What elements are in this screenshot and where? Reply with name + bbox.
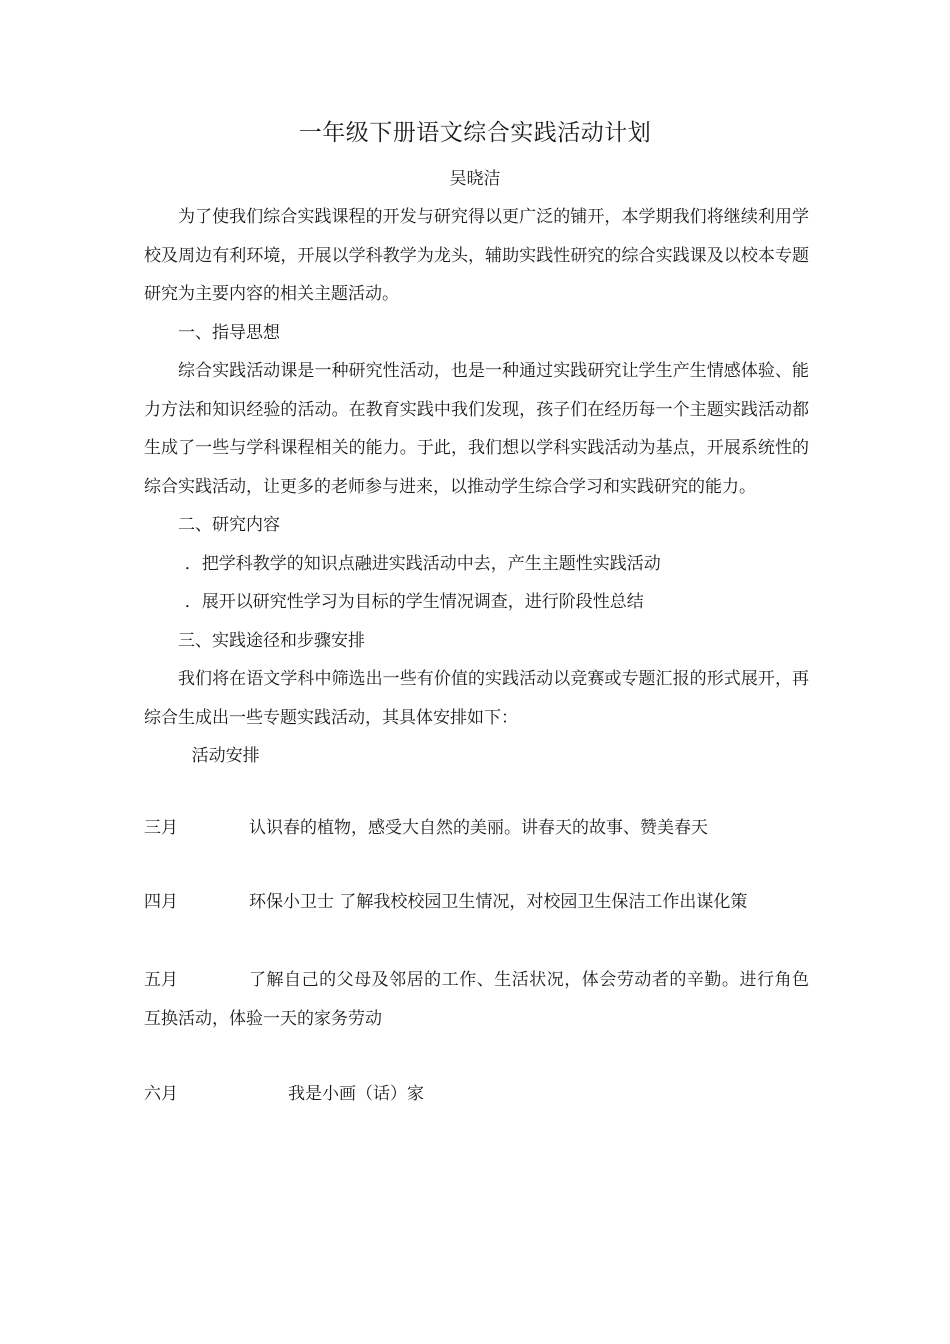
schedule-text: 我是小画（话）家 xyxy=(288,1084,424,1104)
schedule-text: 了解自己的父母及邻居的工作、生活状况，体会劳动者的辛勤。进行角色互换活动，体验一天的家务劳动 xyxy=(144,970,809,1029)
section-2-item-2: ．展开以研究性学习为目标的学生情况调查，进行阶段性总结 xyxy=(184,592,644,612)
schedule-heading: 活动安排 xyxy=(191,746,260,766)
section-3-paragraph: 我们将在语文学科中筛选出一些有价值的实践活动以竞赛或专题汇报的形式展开，再综合生成出一些专题实践活动，其具体安排如下： xyxy=(144,669,809,728)
document-title: 一年级下册语文综合实践活动计划 xyxy=(298,120,652,146)
section-2-item-1: ．把学科教学的知识点融进实践活动中去，产生主题性实践活动 xyxy=(184,553,661,574)
intro-paragraph: 为了使我们综合实践课程的开发与研究得以更广泛的铺开，本学期我们将继续利用学校及周边有利环境，开展以学科教学为龙头，辅助实践性研究的综合实践课及以校本专题研究为主要内容的相关主题活动。 xyxy=(144,207,809,304)
schedule-row-may xyxy=(144,961,809,1038)
author-name: 吴晓洁 xyxy=(449,169,501,189)
section-3-heading: 三、实践途径和步骤安排 xyxy=(178,630,365,651)
schedule-text: 认识春的植物，感受大自然的美丽。讲春天的故事、赞美春天 xyxy=(249,818,708,838)
schedule-row-june xyxy=(144,1075,809,1114)
schedule-row-april xyxy=(144,883,809,922)
document-body xyxy=(144,198,809,776)
schedule-text: 环保小卫士 了解我校校园卫生情况，对校园卫生保洁工作出谋化策 xyxy=(249,892,748,912)
schedule-month: 三月 xyxy=(144,818,178,838)
schedule-month: 四月 xyxy=(144,892,178,912)
schedule-row-march xyxy=(144,809,809,848)
schedule-month: 五月 xyxy=(144,970,178,990)
schedule-month: 六月 xyxy=(144,1084,178,1104)
section-1-heading: 一、指导思想 xyxy=(178,322,280,343)
section-2-heading: 二、研究内容 xyxy=(178,515,280,535)
section-1-paragraph: 综合实践活动课是一种研究性活动，也是一种通过实践研究让学生产生情感体验、能力方法和知识经验的活动。在教育实践中我们发现，孩子们在经历每一个主题实践活动都生成了一些与学科课程相关的能力。于此，我们想以学科实践活动为基点，开展系统性的综合实践活动，让更多的老师参与进来，以推动学生综合学习和实践研究的能力。 xyxy=(144,361,809,497)
